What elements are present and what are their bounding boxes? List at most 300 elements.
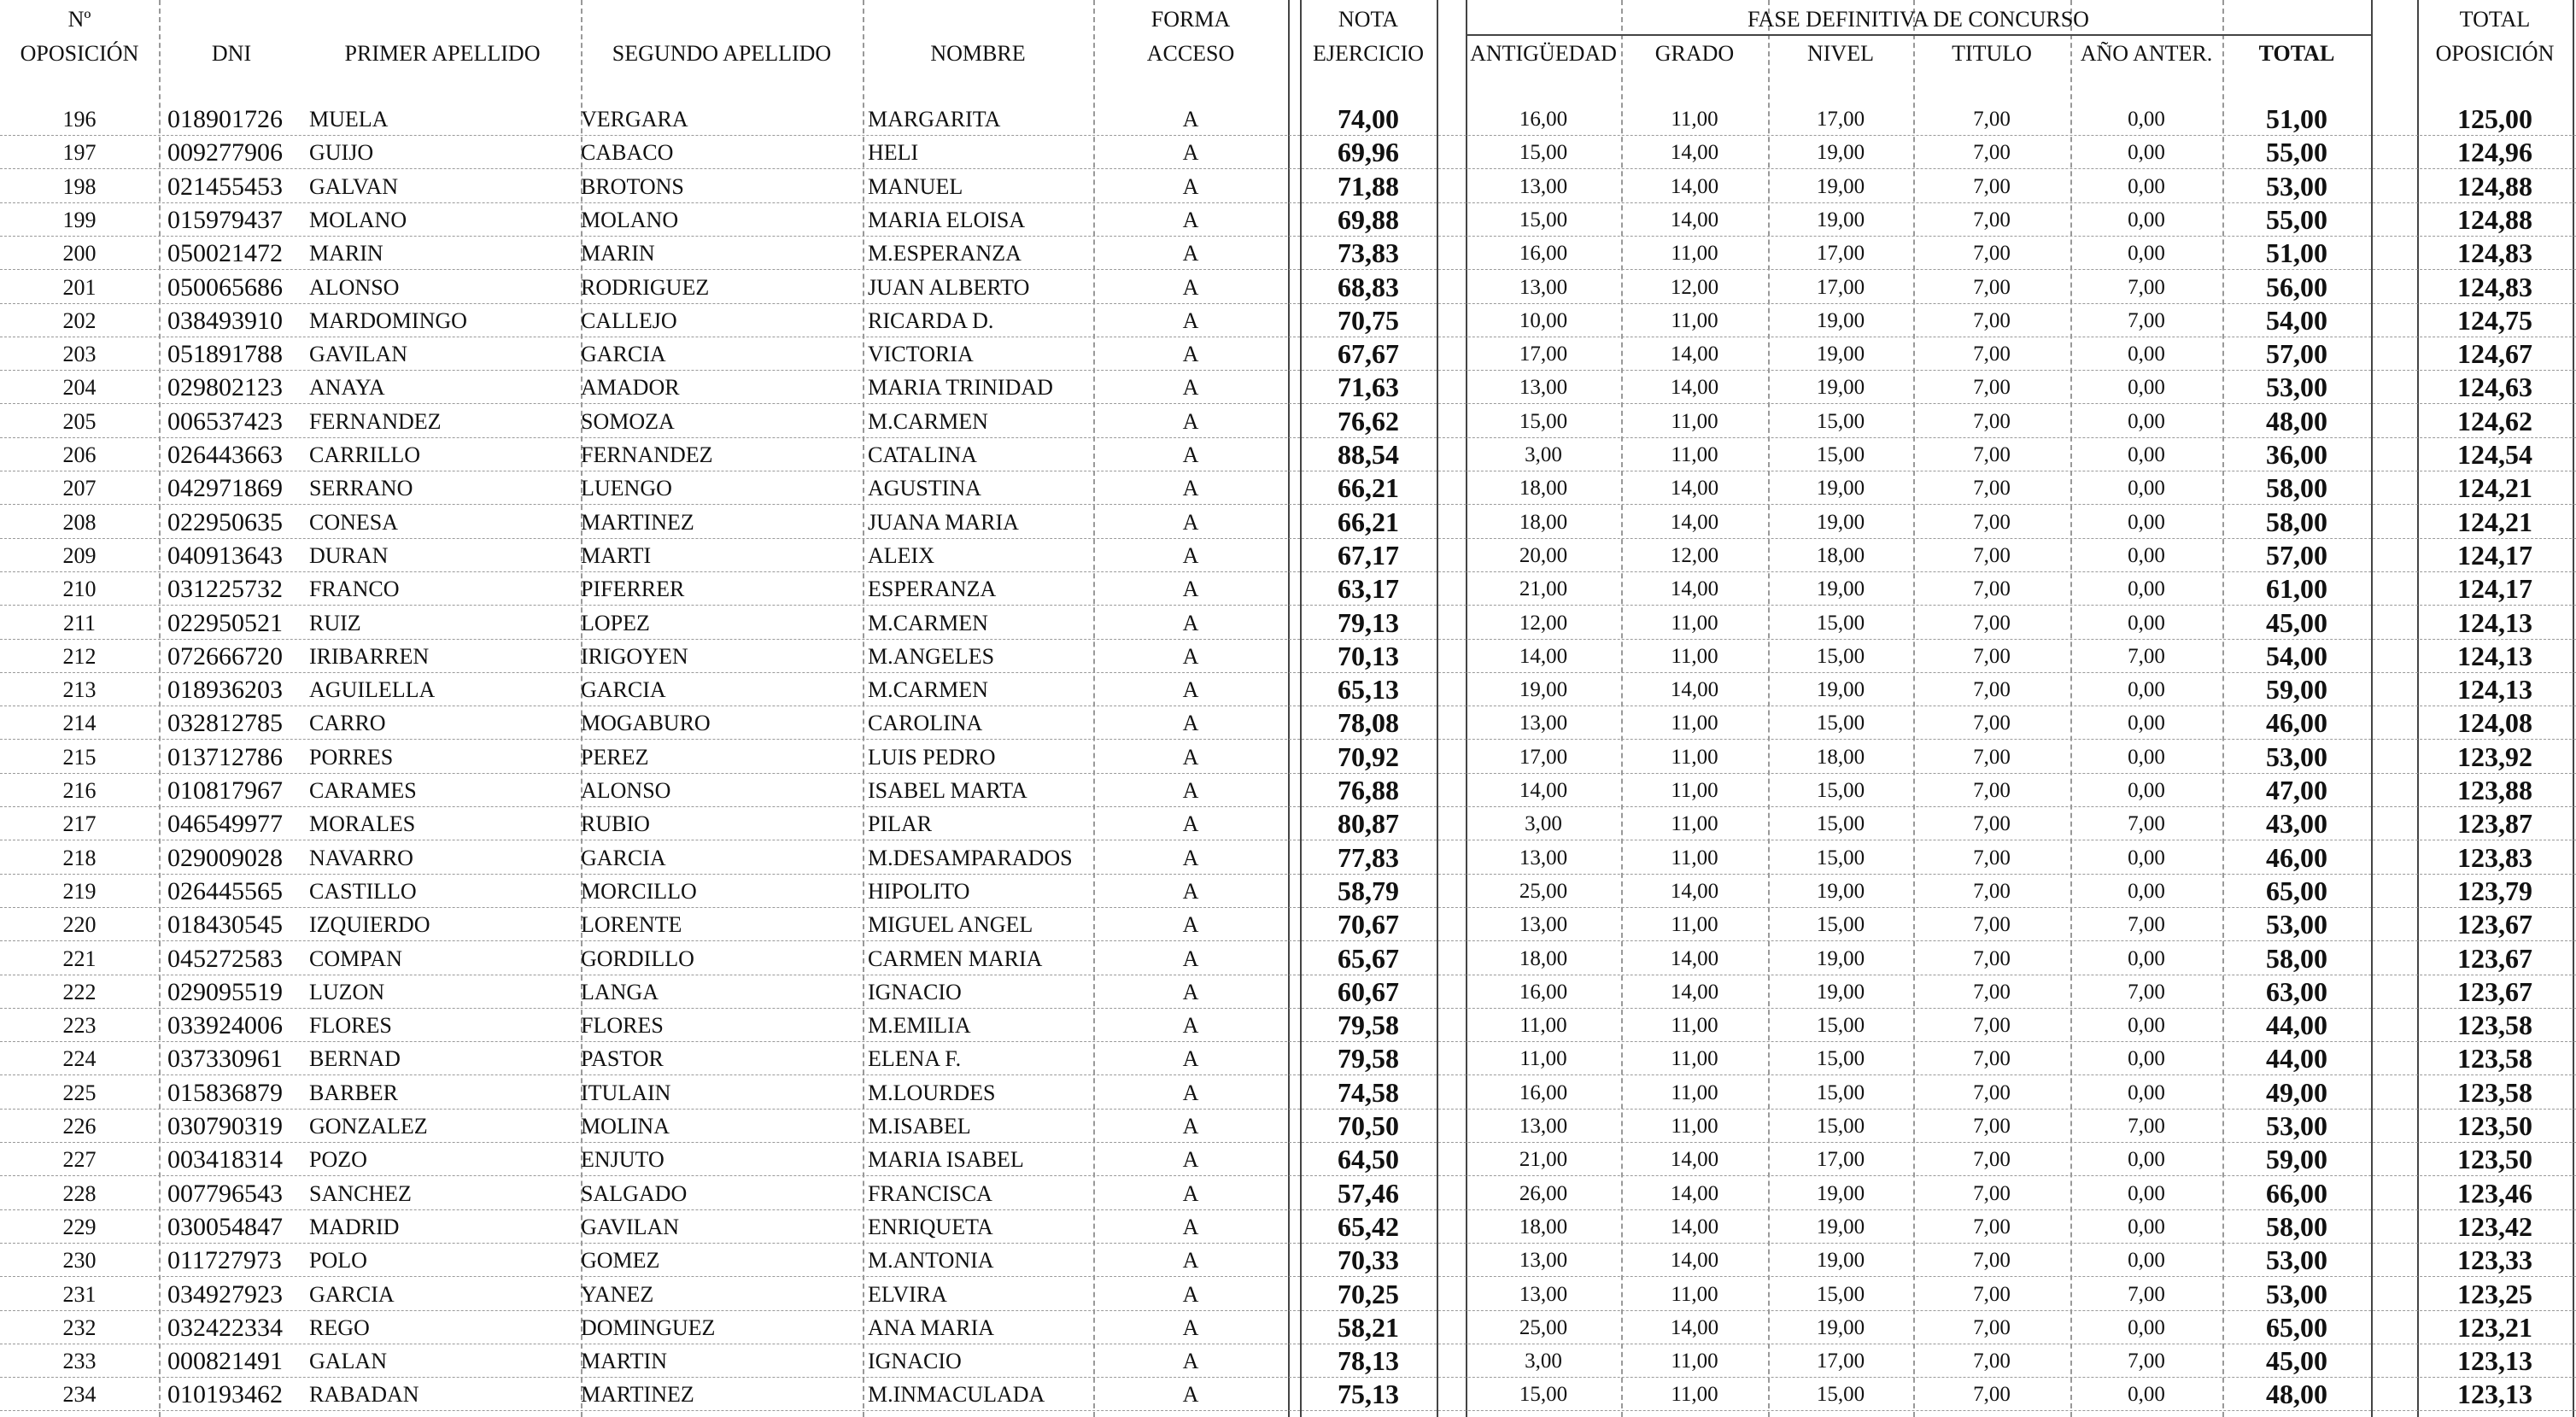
cell-forma-acceso: A xyxy=(1182,542,1199,568)
cell-segundo-apellido: PIFERRER xyxy=(581,577,685,602)
cell-nivel: 19,00 xyxy=(1816,946,1865,970)
cell-segundo-apellido: RUBIO xyxy=(581,811,650,837)
cell-n-oposicion: 226 xyxy=(62,1114,97,1139)
cell-nombre: LUIS PEDRO xyxy=(868,744,996,770)
cell-dni: 021455453 xyxy=(167,172,283,201)
cell-segundo-apellido: IRIGOYEN xyxy=(581,643,688,669)
header-total-op-top: TOTAL xyxy=(2459,7,2531,32)
cell-nivel: 15,00 xyxy=(1816,409,1865,433)
cell-forma-acceso: A xyxy=(1182,342,1199,367)
cell-antiguedad: 12,00 xyxy=(1519,611,1568,635)
cell-primer-apellido: RABADAN xyxy=(309,1382,419,1408)
cell-nombre: M.CARMEN xyxy=(868,610,988,635)
cell-nombre: M.CARMEN xyxy=(868,677,988,703)
cell-nota-ejercicio: 65,67 xyxy=(1338,942,1399,974)
cell-ano-anter: 0,00 xyxy=(2128,1148,2165,1172)
cell-segundo-apellido: PASTOR xyxy=(581,1046,664,1072)
cell-nivel: 19,00 xyxy=(1816,1249,1865,1273)
cell-nivel: 19,00 xyxy=(1816,141,1865,165)
cell-forma-acceso: A xyxy=(1182,1214,1199,1239)
cell-ano-anter: 0,00 xyxy=(2128,376,2165,400)
cell-segundo-apellido: BROTONS xyxy=(581,173,684,199)
cell-dni: 026445565 xyxy=(167,876,283,905)
cell-segundo-apellido: ALONSO xyxy=(581,778,671,803)
cell-nota-ejercicio: 74,58 xyxy=(1338,1076,1399,1108)
cell-grado: 11,00 xyxy=(1671,644,1718,668)
cell-ano-anter: 7,00 xyxy=(2128,1115,2165,1138)
cell-antiguedad: 13,00 xyxy=(1519,1282,1568,1306)
cell-n-oposicion: 228 xyxy=(62,1180,97,1206)
cell-ano-anter: 0,00 xyxy=(2128,543,2165,567)
cell-grado: 14,00 xyxy=(1670,174,1719,198)
cell-grado: 14,00 xyxy=(1670,1249,1719,1273)
cell-dni: 018901726 xyxy=(167,105,283,133)
cell-dni: 046549977 xyxy=(167,810,283,839)
cell-forma-acceso: A xyxy=(1182,442,1199,467)
cell-primer-apellido: IZQUIERDO xyxy=(309,912,430,938)
cell-nota-ejercicio: 70,50 xyxy=(1338,1110,1399,1141)
cell-total-concurso: 53,00 xyxy=(2266,1278,2327,1309)
cell-dni: 051891788 xyxy=(167,340,283,369)
cell-segundo-apellido: CABACO xyxy=(581,140,674,166)
cell-primer-apellido: BERNAD xyxy=(309,1046,401,1072)
table-row xyxy=(0,975,2576,1009)
header-total-op-bottom: OPOSICIÓN xyxy=(2435,41,2555,66)
cell-ano-anter: 0,00 xyxy=(2128,343,2165,366)
cell-total-concurso: 65,00 xyxy=(2266,1311,2327,1343)
cell-nota-ejercicio: 76,62 xyxy=(1338,405,1399,436)
cell-n-oposicion: 217 xyxy=(62,811,97,837)
cell-n-oposicion: 227 xyxy=(62,1147,97,1173)
cell-grado: 11,00 xyxy=(1671,443,1718,466)
cell-segundo-apellido: GOMEZ xyxy=(581,1248,660,1274)
cell-grado: 12,00 xyxy=(1670,543,1719,567)
cell-dni: 006537423 xyxy=(167,407,283,436)
cell-nivel: 15,00 xyxy=(1816,1282,1865,1306)
cell-total-oposicion: 124,62 xyxy=(2457,405,2532,436)
cell-antiguedad: 13,00 xyxy=(1519,1115,1568,1138)
cell-titulo: 7,00 xyxy=(1973,174,2011,198)
table-row xyxy=(0,1244,2576,1277)
cell-nota-ejercicio: 77,83 xyxy=(1338,841,1399,873)
cell-grado: 14,00 xyxy=(1670,946,1719,970)
cell-antiguedad: 17,00 xyxy=(1519,343,1568,366)
cell-nota-ejercicio: 69,96 xyxy=(1338,137,1399,168)
cell-total-oposicion: 123,58 xyxy=(2457,1076,2532,1108)
cell-segundo-apellido: MOGABURO xyxy=(581,711,711,736)
cell-primer-apellido: GALAN xyxy=(309,1349,387,1374)
cell-antiguedad: 15,00 xyxy=(1519,208,1568,231)
cell-antiguedad: 18,00 xyxy=(1519,477,1568,501)
cell-forma-acceso: A xyxy=(1182,1248,1199,1274)
cell-antiguedad: 10,00 xyxy=(1519,308,1568,332)
cell-segundo-apellido: AMADOR xyxy=(581,375,680,401)
cell-nota-ejercicio: 58,21 xyxy=(1338,1311,1399,1343)
cell-antiguedad: 16,00 xyxy=(1519,1080,1568,1104)
cell-dni: 018936203 xyxy=(167,676,283,705)
cell-grado: 14,00 xyxy=(1670,376,1719,400)
cell-dni: 013712786 xyxy=(167,742,283,771)
cell-nota-ejercicio: 88,54 xyxy=(1338,439,1399,470)
cell-n-oposicion: 205 xyxy=(62,408,97,434)
table-row xyxy=(0,1076,2576,1110)
cell-nivel: 19,00 xyxy=(1816,477,1865,501)
cell-nota-ejercicio: 66,21 xyxy=(1338,472,1399,504)
cell-primer-apellido: MORALES xyxy=(309,811,416,837)
cell-dni: 010193462 xyxy=(167,1380,283,1409)
cell-nivel: 19,00 xyxy=(1816,308,1865,332)
cell-n-oposicion: 198 xyxy=(62,173,97,199)
cell-primer-apellido: BARBER xyxy=(309,1080,399,1105)
cell-total-concurso: 53,00 xyxy=(2266,741,2327,772)
cell-dni: 029095519 xyxy=(167,977,283,1006)
cell-total-oposicion: 124,83 xyxy=(2457,271,2532,302)
cell-nota-ejercicio: 80,87 xyxy=(1338,808,1399,840)
cell-forma-acceso: A xyxy=(1182,1114,1199,1139)
cell-nivel: 19,00 xyxy=(1816,343,1865,366)
table-row xyxy=(0,539,2576,572)
cell-n-oposicion: 197 xyxy=(62,140,97,166)
cell-primer-apellido: NAVARRO xyxy=(309,845,413,870)
cell-antiguedad: 16,00 xyxy=(1519,980,1568,1004)
cell-antiguedad: 13,00 xyxy=(1519,846,1568,870)
cell-nombre: ENRIQUETA xyxy=(868,1214,993,1239)
cell-titulo: 7,00 xyxy=(1973,1014,2011,1038)
cell-nombre: CATALINA xyxy=(868,442,977,467)
cell-total-concurso: 44,00 xyxy=(2266,1010,2327,1041)
cell-titulo: 7,00 xyxy=(1973,308,2011,332)
cell-total-concurso: 46,00 xyxy=(2266,841,2327,873)
cell-dni: 003418314 xyxy=(167,1145,283,1174)
table-row xyxy=(0,1378,2576,1411)
cell-titulo: 7,00 xyxy=(1973,1215,2011,1238)
cell-total-concurso: 53,00 xyxy=(2266,1244,2327,1276)
cell-nivel: 17,00 xyxy=(1816,242,1865,266)
cell-total-oposicion: 124,21 xyxy=(2457,506,2532,537)
cell-grado: 11,00 xyxy=(1671,1282,1718,1306)
cell-grado: 14,00 xyxy=(1670,1315,1719,1339)
cell-nivel: 17,00 xyxy=(1816,1350,1865,1373)
cell-primer-apellido: MUELA xyxy=(309,107,389,132)
cell-nombre: M.ISABEL xyxy=(868,1114,971,1139)
cell-ano-anter: 0,00 xyxy=(2128,1249,2165,1273)
cell-primer-apellido: CARRILLO xyxy=(309,442,420,467)
cell-total-concurso: 51,00 xyxy=(2266,237,2327,269)
cell-primer-apellido: SANCHEZ xyxy=(309,1180,412,1206)
cell-total-concurso: 65,00 xyxy=(2266,875,2327,906)
cell-total-oposicion: 124,13 xyxy=(2457,640,2532,671)
cell-titulo: 7,00 xyxy=(1973,208,2011,231)
cell-nota-ejercicio: 71,63 xyxy=(1338,372,1399,403)
cell-nota-ejercicio: 67,67 xyxy=(1338,338,1399,370)
cell-total-oposicion: 123,21 xyxy=(2457,1311,2532,1343)
table-row xyxy=(0,807,2576,840)
cell-total-oposicion: 124,88 xyxy=(2457,170,2532,202)
cell-primer-apellido: ANAYA xyxy=(309,375,385,401)
cell-grado: 14,00 xyxy=(1670,1181,1719,1205)
cell-total-oposicion: 124,08 xyxy=(2457,707,2532,739)
cell-nota-ejercicio: 60,67 xyxy=(1338,975,1399,1007)
cell-nombre: MARIA ISABEL xyxy=(868,1147,1024,1173)
cell-nivel: 15,00 xyxy=(1816,443,1865,466)
cell-titulo: 7,00 xyxy=(1973,1383,2011,1407)
cell-grado: 11,00 xyxy=(1671,1115,1718,1138)
cell-forma-acceso: A xyxy=(1182,1281,1199,1307)
cell-nota-ejercicio: 70,25 xyxy=(1338,1278,1399,1309)
cell-nota-ejercicio: 75,13 xyxy=(1338,1379,1399,1410)
cell-nota-ejercicio: 76,88 xyxy=(1338,775,1399,805)
cell-ano-anter: 7,00 xyxy=(2128,275,2165,299)
cell-nota-ejercicio: 57,46 xyxy=(1338,1177,1399,1209)
cell-total-concurso: 66,00 xyxy=(2266,1177,2327,1209)
cell-forma-acceso: A xyxy=(1182,375,1199,401)
cell-primer-apellido: GALVAN xyxy=(309,173,399,199)
cell-nombre: AGUSTINA xyxy=(868,476,981,501)
cell-ano-anter: 0,00 xyxy=(2128,208,2165,231)
cell-forma-acceso: A xyxy=(1182,307,1199,333)
cell-total-oposicion: 124,13 xyxy=(2457,674,2532,706)
cell-total-concurso: 54,00 xyxy=(2266,304,2327,336)
cell-nombre: MARIA ELOISA xyxy=(868,207,1026,232)
cell-nota-ejercicio: 68,83 xyxy=(1338,271,1399,302)
cell-total-oposicion: 123,13 xyxy=(2457,1379,2532,1410)
cell-forma-acceso: A xyxy=(1182,1046,1199,1072)
cell-antiguedad: 25,00 xyxy=(1519,1315,1568,1339)
table-row xyxy=(0,506,2576,539)
cell-total-concurso: 47,00 xyxy=(2266,775,2327,805)
cell-nota-ejercicio: 70,92 xyxy=(1338,741,1399,772)
cell-nota-ejercicio: 78,13 xyxy=(1338,1345,1399,1377)
cell-total-concurso: 36,00 xyxy=(2266,439,2327,470)
cell-titulo: 7,00 xyxy=(1973,1315,2011,1339)
cell-total-concurso: 53,00 xyxy=(2266,170,2327,202)
cell-ano-anter: 7,00 xyxy=(2128,308,2165,332)
cell-ano-anter: 0,00 xyxy=(2128,779,2165,802)
table-row xyxy=(0,841,2576,875)
cell-nombre: IGNACIO xyxy=(868,1349,962,1374)
cell-total-concurso: 46,00 xyxy=(2266,707,2327,739)
cell-forma-acceso: A xyxy=(1182,979,1199,1004)
cell-grado: 14,00 xyxy=(1670,208,1719,231)
cell-nombre: M.INMACULADA xyxy=(868,1382,1045,1408)
cell-titulo: 7,00 xyxy=(1973,644,2011,668)
cell-total-oposicion: 123,50 xyxy=(2457,1110,2532,1141)
table-row xyxy=(0,572,2576,606)
cell-n-oposicion: 206 xyxy=(62,442,97,467)
cell-dni: 022950635 xyxy=(167,507,283,536)
header-nota-bottom: EJERCICIO xyxy=(1313,41,1424,66)
cell-nombre: M.EMILIA xyxy=(868,1013,971,1039)
cell-n-oposicion: 223 xyxy=(62,1013,97,1039)
cell-nombre: ESPERANZA xyxy=(868,577,997,602)
cell-segundo-apellido: FERNANDEZ xyxy=(581,442,713,467)
cell-n-oposicion: 213 xyxy=(62,677,97,703)
cell-total-oposicion: 125,00 xyxy=(2457,103,2532,134)
cell-antiguedad: 13,00 xyxy=(1519,913,1568,937)
cell-nivel: 19,00 xyxy=(1816,510,1865,534)
cell-antiguedad: 13,00 xyxy=(1519,711,1568,735)
cell-primer-apellido: DURAN xyxy=(309,542,389,568)
cell-dni: 034927923 xyxy=(167,1279,283,1309)
cell-grado: 14,00 xyxy=(1670,879,1719,903)
cell-n-oposicion: 218 xyxy=(62,845,97,870)
cell-nombre: M.ANTONIA xyxy=(868,1248,994,1274)
cell-titulo: 7,00 xyxy=(1973,409,2011,433)
cell-nivel: 18,00 xyxy=(1816,543,1865,567)
cell-n-oposicion: 231 xyxy=(62,1281,97,1307)
cell-total-oposicion: 123,50 xyxy=(2457,1144,2532,1175)
cell-n-oposicion: 232 xyxy=(62,1315,97,1340)
cell-primer-apellido: LUZON xyxy=(309,979,385,1004)
table-row xyxy=(0,271,2576,304)
cell-total-oposicion: 123,83 xyxy=(2457,841,2532,873)
cell-total-concurso: 58,00 xyxy=(2266,1210,2327,1242)
cell-antiguedad: 19,00 xyxy=(1519,678,1568,702)
cell-n-oposicion: 196 xyxy=(62,107,97,132)
cell-nombre: MANUEL xyxy=(868,173,963,199)
cell-n-oposicion: 221 xyxy=(62,946,97,971)
table-row xyxy=(0,640,2576,673)
cell-n-oposicion: 229 xyxy=(62,1214,97,1239)
cell-nivel: 15,00 xyxy=(1816,1080,1865,1104)
cell-total-oposicion: 124,17 xyxy=(2457,539,2532,571)
cell-segundo-apellido: MOLINA xyxy=(581,1114,670,1139)
cell-ano-anter: 7,00 xyxy=(2128,1350,2165,1373)
cell-antiguedad: 16,00 xyxy=(1519,242,1568,266)
cell-dni: 050021472 xyxy=(167,239,283,268)
table-row xyxy=(0,102,2576,136)
cell-primer-apellido: CARRO xyxy=(309,711,386,736)
cell-nivel: 15,00 xyxy=(1816,1014,1865,1038)
cell-total-concurso: 53,00 xyxy=(2266,372,2327,403)
cell-grado: 11,00 xyxy=(1671,745,1718,769)
cell-nivel: 19,00 xyxy=(1816,980,1865,1004)
cell-ano-anter: 0,00 xyxy=(2128,1215,2165,1238)
cell-dni: 030790319 xyxy=(167,1112,283,1140)
cell-primer-apellido: GUIJO xyxy=(309,140,374,166)
table-row xyxy=(0,1177,2576,1210)
header-nivel: NIVEL xyxy=(1807,41,1874,66)
cell-total-oposicion: 123,88 xyxy=(2457,775,2532,805)
cell-total-concurso: 48,00 xyxy=(2266,405,2327,436)
table-row xyxy=(0,706,2576,740)
cell-segundo-apellido: LORENTE xyxy=(581,912,682,938)
cell-titulo: 7,00 xyxy=(1973,812,2011,836)
cell-segundo-apellido: LUENGO xyxy=(581,476,672,501)
cell-total-concurso: 45,00 xyxy=(2266,1345,2327,1377)
cell-grado: 12,00 xyxy=(1670,275,1719,299)
cell-n-oposicion: 234 xyxy=(62,1382,97,1408)
cell-segundo-apellido: YANEZ xyxy=(581,1281,654,1307)
cell-titulo: 7,00 xyxy=(1973,477,2011,501)
cell-primer-apellido: POLO xyxy=(309,1248,367,1274)
cell-total-oposicion: 124,17 xyxy=(2457,573,2532,605)
cell-grado: 14,00 xyxy=(1670,343,1719,366)
header-primer-apellido: PRIMER APELLIDO xyxy=(344,41,541,66)
cell-n-oposicion: 212 xyxy=(62,643,97,669)
cell-nota-ejercicio: 58,79 xyxy=(1338,875,1399,906)
cell-nota-ejercicio: 69,88 xyxy=(1338,203,1399,235)
cell-antiguedad: 25,00 xyxy=(1519,879,1568,903)
cell-nivel: 17,00 xyxy=(1816,108,1865,131)
cell-antiguedad: 20,00 xyxy=(1519,543,1568,567)
cell-total-oposicion: 123,13 xyxy=(2457,1345,2532,1377)
cell-forma-acceso: A xyxy=(1182,509,1199,535)
cell-segundo-apellido: MARTINEZ xyxy=(581,509,694,535)
cell-segundo-apellido: VERGARA xyxy=(581,107,688,132)
cell-nombre: ELENA F. xyxy=(868,1046,962,1072)
cell-primer-apellido: MARIN xyxy=(309,241,383,266)
cell-nombre: HELI xyxy=(868,140,919,166)
header-forma-bottom: ACCESO xyxy=(1146,41,1235,66)
cell-nombre: FRANCISCA xyxy=(868,1180,992,1206)
cell-primer-apellido: MARDOMINGO xyxy=(309,307,467,333)
cell-primer-apellido: CARAMES xyxy=(309,778,417,803)
cell-primer-apellido: GAVILAN xyxy=(309,342,408,367)
cell-grado: 11,00 xyxy=(1671,108,1718,131)
cell-nombre: M.ESPERANZA xyxy=(868,241,1022,266)
cell-forma-acceso: A xyxy=(1182,1382,1199,1408)
cell-forma-acceso: A xyxy=(1182,476,1199,501)
cell-antiguedad: 13,00 xyxy=(1519,275,1568,299)
cell-total-concurso: 61,00 xyxy=(2266,573,2327,605)
cell-ano-anter: 7,00 xyxy=(2128,913,2165,937)
cell-n-oposicion: 230 xyxy=(62,1248,97,1274)
cell-dni: 011727973 xyxy=(167,1246,282,1275)
cell-nivel: 15,00 xyxy=(1816,611,1865,635)
cell-titulo: 7,00 xyxy=(1973,980,2011,1004)
cell-nivel: 15,00 xyxy=(1816,812,1865,836)
cell-nota-ejercicio: 79,58 xyxy=(1338,1043,1399,1074)
cell-ano-anter: 0,00 xyxy=(2128,846,2165,870)
cell-total-concurso: 45,00 xyxy=(2266,606,2327,638)
cell-ano-anter: 0,00 xyxy=(2128,1383,2165,1407)
cell-nivel: 19,00 xyxy=(1816,678,1865,702)
cell-ano-anter: 0,00 xyxy=(2128,1181,2165,1205)
cell-n-oposicion: 208 xyxy=(62,509,97,535)
cell-segundo-apellido: MOLANO xyxy=(581,207,679,232)
cell-antiguedad: 21,00 xyxy=(1519,577,1568,601)
cell-titulo: 7,00 xyxy=(1973,611,2011,635)
cell-segundo-apellido: GAVILAN xyxy=(581,1214,680,1239)
cell-forma-acceso: A xyxy=(1182,107,1199,132)
header-dni: DNI xyxy=(211,41,252,66)
cell-titulo: 7,00 xyxy=(1973,879,2011,903)
cell-nombre: JUAN ALBERTO xyxy=(868,274,1030,300)
cell-dni: 022950521 xyxy=(167,608,283,637)
table-row xyxy=(0,875,2576,908)
cell-nivel: 17,00 xyxy=(1816,275,1865,299)
table-row xyxy=(0,1278,2576,1311)
cell-nombre: VICTORIA xyxy=(868,342,974,367)
cell-total-oposicion: 124,75 xyxy=(2457,304,2532,336)
cell-titulo: 7,00 xyxy=(1973,275,2011,299)
cell-n-oposicion: 210 xyxy=(62,577,97,602)
cell-total-concurso: 55,00 xyxy=(2266,137,2327,168)
cell-grado: 11,00 xyxy=(1671,846,1718,870)
cell-ano-anter: 0,00 xyxy=(2128,946,2165,970)
cell-primer-apellido: AGUILELLA xyxy=(309,677,436,703)
table-row xyxy=(0,741,2576,774)
cell-forma-acceso: A xyxy=(1182,274,1199,300)
cell-n-oposicion: 215 xyxy=(62,744,97,770)
cell-nota-ejercicio: 74,00 xyxy=(1338,103,1399,134)
cell-total-concurso: 58,00 xyxy=(2266,942,2327,974)
header-ano-anter: AÑO ANTER. xyxy=(2080,41,2213,66)
cell-titulo: 7,00 xyxy=(1973,108,2011,131)
table-row xyxy=(0,1009,2576,1042)
cell-dni: 026443663 xyxy=(167,441,283,469)
